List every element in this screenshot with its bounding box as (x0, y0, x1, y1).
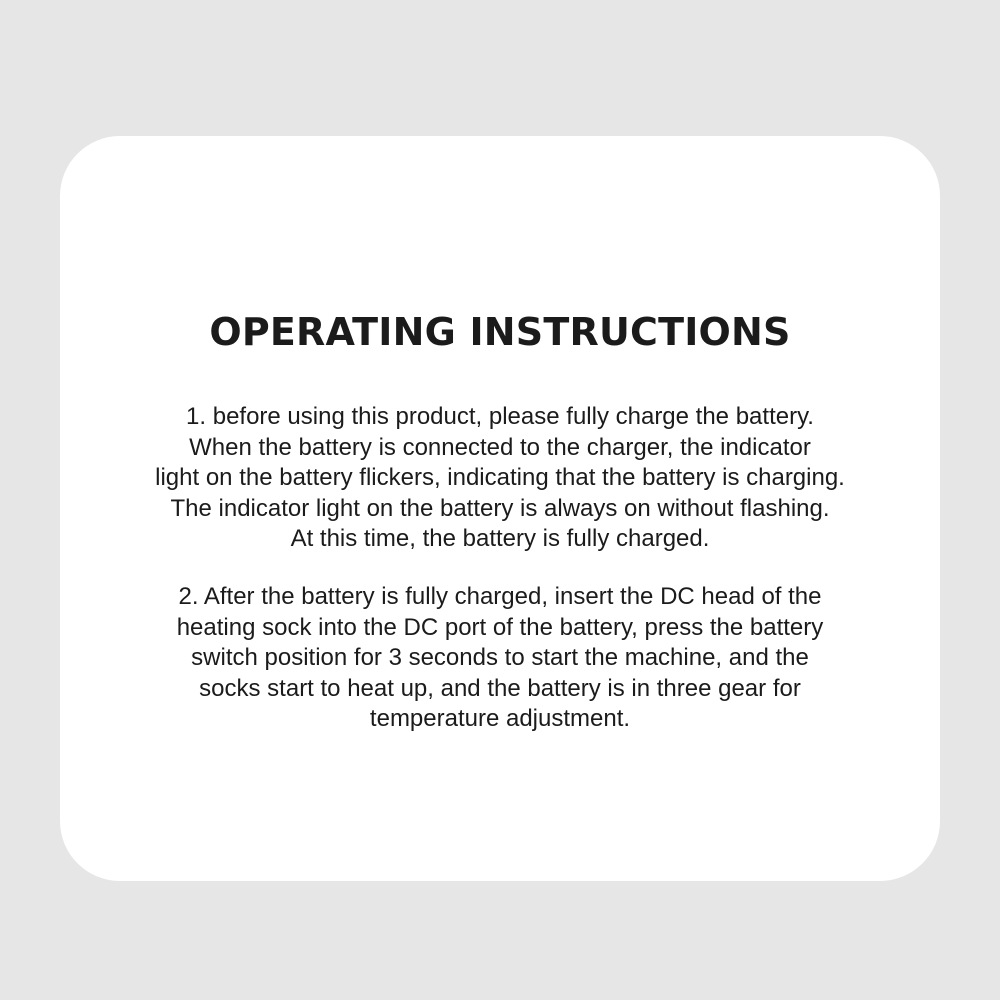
step-2-line: switch position for 3 seconds to start the machine, and the (191, 644, 809, 671)
step-1-line: 1. before using this product, please fully charge the battery. (186, 403, 814, 430)
step-1-line: At this time, the battery is fully charged. (290, 525, 710, 552)
step-2-line: 2. After the battery is fully charged, insert the DC head of the (178, 583, 822, 610)
step-1-line: light on the battery flickers, indicating that the battery is charging. (155, 464, 845, 491)
instructions-card (60, 136, 940, 881)
page-title: OPERATING INSTRUCTIONS (209, 310, 791, 354)
step-1-line: The indicator light on the battery is always on without flashing. (170, 494, 830, 522)
step-2-line: socks start to heat up, and the battery is in three gear for (199, 674, 801, 702)
instruction-step-1 (60, 402, 940, 555)
step-2-line: temperature adjustment. (369, 705, 631, 732)
step-1-line: When the battery is connected to the charger, the indicator (189, 433, 811, 461)
step-2-line: heating sock into the DC port of the battery, press the battery (176, 613, 824, 641)
instruction-step-2 (60, 582, 940, 735)
